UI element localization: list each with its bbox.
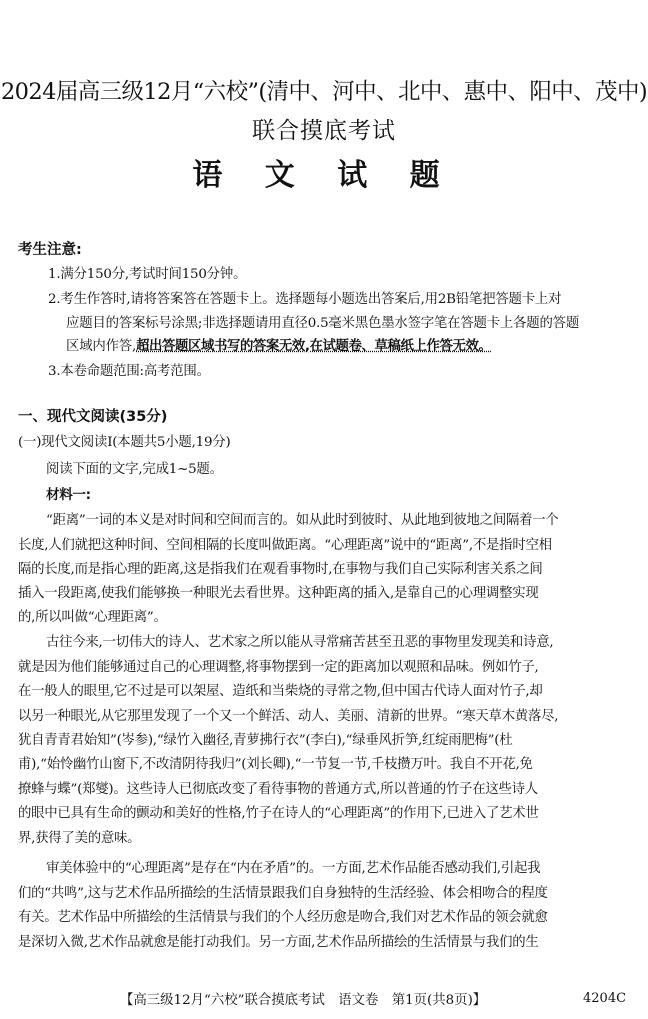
sub-heading: (一)现代文阅读Ⅰ(本题共5小题,19分)	[18, 435, 231, 450]
passage-line: 长度,人们就把这种时间、空间相隔的长度叫做距离。“心理距离”说中的“距离”,不是指时空相	[18, 538, 552, 553]
passage-line: 甫),“始怜幽竹山窗下,不改清阴待我归”(刘长卿),“一节复一节,千枝攒万叶。我自不开花,免	[18, 757, 533, 772]
notice-item-3: 3.本卷命题范围:高考范围。	[48, 364, 210, 379]
passage-line: 古往今来,一切伟大的诗人、艺术家之所以能从寻常痛苦甚至丑恶的事物里发现美和诗意,	[46, 635, 554, 650]
passage-line: 有关。艺术作品中所描绘的生活情景与我们的个人经历愈是吻合,我们对艺术作品的领会就愈	[18, 910, 548, 925]
exam-subtitle: 联合摸底考试	[252, 118, 396, 144]
passage-line: 界,获得了美的意味。	[18, 831, 141, 846]
passage-line: 是深切入微,艺术作品就愈是能打动我们。另一方面,艺术作品所描绘的生活情景与我们的生	[18, 935, 539, 950]
passage-line: 以另一种眼光,从它那里发现了一个又一个鲜活、动人、美丽、清新的世界。“寒天草木黄落尽,	[18, 709, 559, 724]
notice-item-2-cont: 应题目的答案标号涂黑;非选择题请用直径0.5毫米黑色墨水签字笔在答题卡上各题的答题	[66, 316, 580, 331]
passage-line: 插入一段距离,使我们能够换一种眼光去看世界。这种距离的插入,是靠自己的心理调整实现	[18, 586, 539, 601]
passage-line: 们的“共鸣”,这与艺术作品所描绘的生活情景跟我们自身独特的生活经验、体会相吻合的程度	[18, 886, 548, 901]
page-footer: 【高三级12月“六校”联合摸底考试 语文卷 第1页(共8页)】	[120, 993, 487, 1008]
passage-line: 犹自青青君始知”(岑参),“绿竹入幽径,青萝拂行衣”(李白),“绿垂风折笋,红绽雨肥梅”(杜	[18, 733, 513, 748]
material-label: 材料一:	[46, 487, 91, 503]
exam-title: 2024届高三级12月“六校”(清中、河中、北中、惠中、阳中、茂中)	[0, 79, 648, 105]
notice-label: 考生注意:	[18, 242, 82, 258]
notice-item-2-end	[66, 335, 491, 354]
subject-title: 语 文 试 题	[192, 158, 456, 193]
passage-line: 隔的长度,而是指心理的距离,这是指我们在观看事物时,在事物与我们自己实际利害关系之间	[18, 562, 543, 577]
passage-line: 审美体验中的“心理距离”是存在“内在矛盾”的。一方面,艺术作品能否感动我们,引起我	[46, 861, 541, 876]
passage-line: “距离”一词的本义是对时间和空间而言的。如从此时到彼时、从此地到彼地之间隔着一个	[46, 513, 559, 528]
passage-line: 的眼中已具有生命的颤动和美好的性格,竹子在诗人的“心理距离”的作用下,已进入了艺术世	[18, 806, 539, 821]
passage-line: 就是因为他们能够通过自己的心理调整,将事物摆到一定的距离加以观照和品味。例如竹子,	[18, 660, 539, 675]
notice-item-1: 1.满分150分,考试时间150分钟。	[48, 267, 247, 282]
passage-line: 撩蜂与蝶”(郑燮)。这些诗人已彻底改变了看待事物的普通方式,所以普通的竹子在这些诗人	[18, 782, 538, 797]
instruction: 阅读下面的文字,完成1~5题。	[46, 462, 223, 477]
passage-line: 在一般人的眼里,它不过是可以架屋、造纸和当柴烧的寻常之物,但中国古代诗人面对竹子,却	[18, 684, 543, 699]
paper-code: 4204C	[583, 991, 627, 1006]
passage-line: 的,所以叫做“心理距离”。	[18, 610, 167, 625]
notice-item-2: 2.考生作答时,请将答案答在答题卡上。选择题每小题选出答案后,用2B铅笔把答题卡上对	[48, 292, 562, 307]
notice-emphasis: 超出答题区域书写的答案无效,在试题卷、草稿纸上作答无效。	[136, 339, 492, 354]
section-heading: 一、现代文阅读(35分)	[18, 409, 168, 425]
notice-item-2-tail: 区域内作答,	[66, 339, 137, 354]
